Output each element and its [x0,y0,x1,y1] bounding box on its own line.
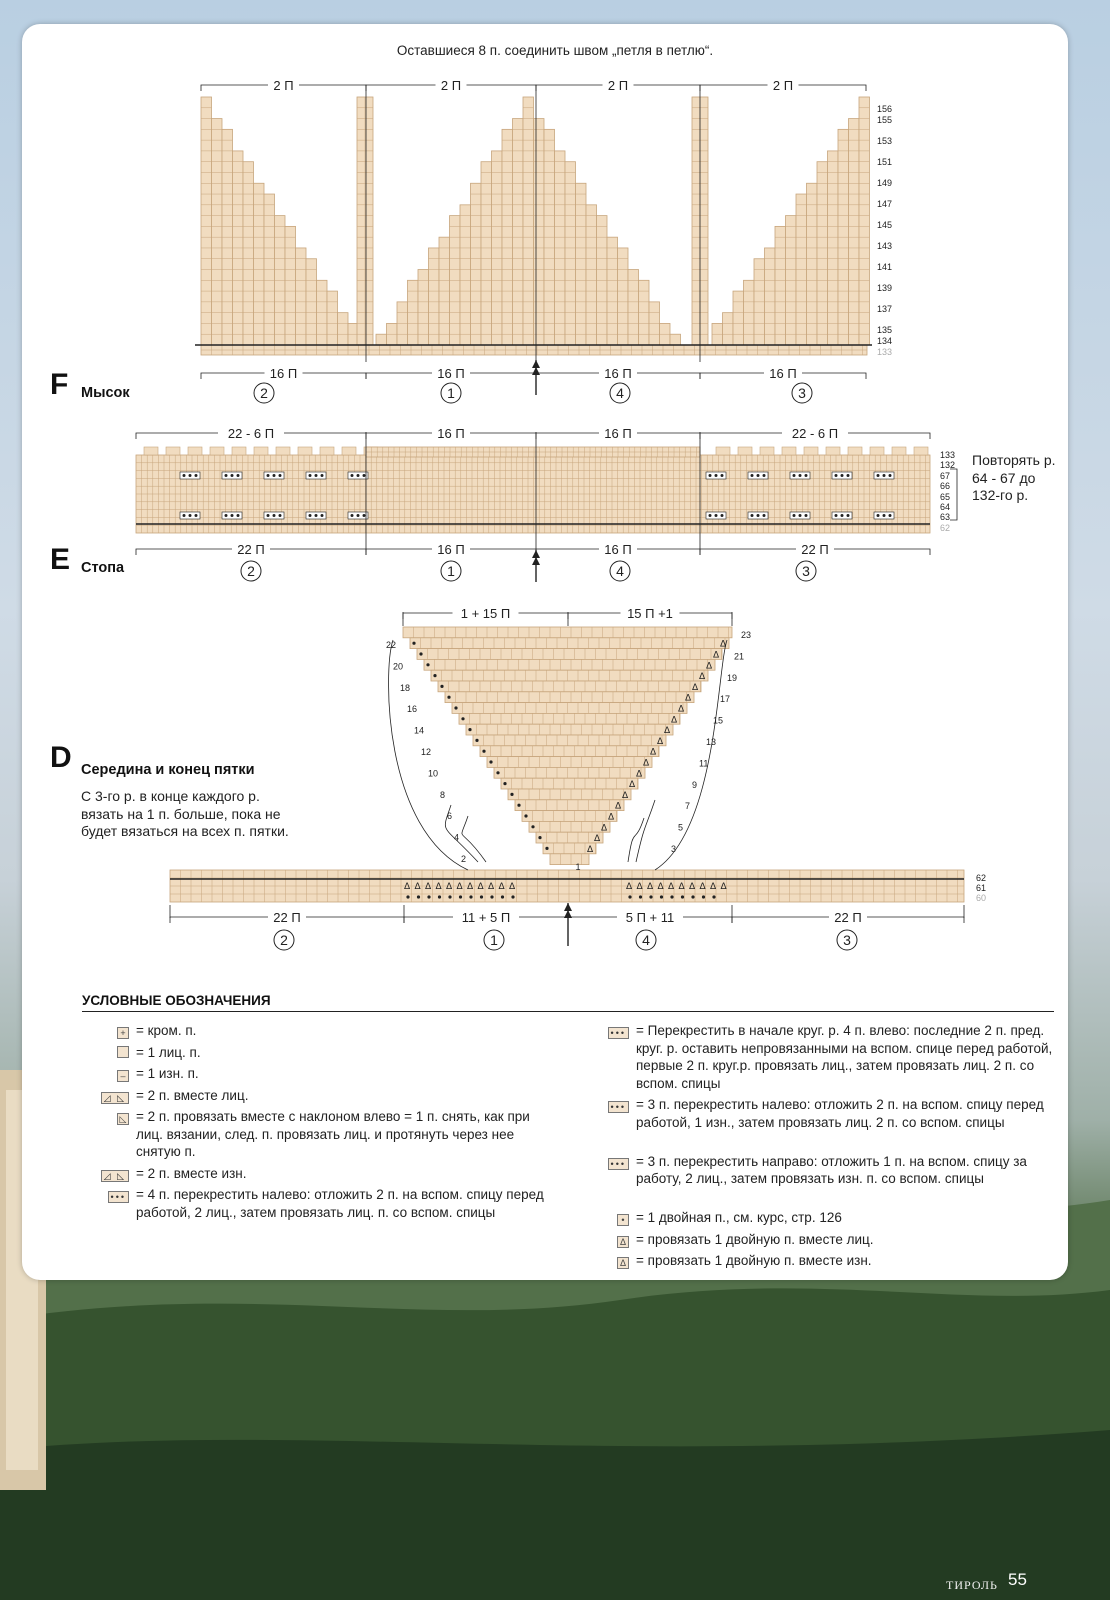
foot-needle-3: 3 [802,563,810,579]
foot-row-65: 65 [940,492,951,502]
toe-needle-1: 1 [447,385,455,401]
heel-bottom-label-1: 11 + 5 П [461,910,511,925]
intro-instruction: Оставшиеся 8 п. соединить швом „петля в петлю“. [396,43,714,58]
foot-row-133: 133 [940,450,956,460]
legend-left-item-2 [82,1065,552,1083]
toe-row-147: 147 [877,199,893,209]
heel-chart [170,612,964,918]
foot-row-66: 66 [940,481,951,491]
foot-row-64: 64 [940,502,951,512]
heel-center-arrow [564,903,572,946]
foot-needle-4: 4 [616,563,624,579]
svg-text:Δ: Δ [509,882,516,892]
heel-row-8: 8 [439,789,445,800]
magazine-brand: ТИРОЛЬ [946,1578,998,1592]
toe-row-139: 139 [877,283,893,293]
toe-row-135: 135 [877,325,893,335]
legend-left-symbol-2: – [82,1065,136,1083]
legend-right-item-2 [578,1153,1054,1188]
legend-right-text-0: = Перекрестить в начале круг. р. 4 п. влево: последние 2 п. пред. круг. р. оставить непровязанными на вспом. спице перед работой, первые 2 п. круг.р. провязать лиц., затем провязать лиц. 2 п. со вспом. спицы [636,1023,1053,1091]
heel-bottom-label-0: 22 П [273,910,301,925]
heel-row-13: 13 [706,737,717,747]
legend-right-text-1: = 3 п. перекрестить налево: отложить 2 п. на вспом. спицу перед работой, 1 изн., затем провязать лиц. 2 п. со вспом. спицы [636,1097,1044,1130]
toe-top-label-1: 2 П [440,78,462,93]
heel-needle-3: 3 [843,932,851,948]
legend-left-text-0: = кром. п. [136,1023,197,1038]
foot-needle-2: 2 [247,563,255,579]
heel-row-10: 10 [427,768,438,779]
heel-needle-1: 1 [490,932,498,948]
toe-row-155: 155 [877,115,893,125]
heel-row-20: 20 [392,661,403,672]
svg-text:Δ: Δ [622,790,629,801]
toe-needle-3: 3 [798,385,806,401]
toe-needle-2: 2 [260,385,268,401]
legend-right-item-5 [578,1252,1054,1270]
foot-top-label-3: 22 - 6 П [791,426,839,441]
legend-left-symbol-0: + [82,1022,136,1040]
legend-left-text-5: = 2 п. вместе изн. [136,1165,247,1181]
foot-row-67: 67 [940,471,951,481]
svg-text:Δ: Δ [699,882,706,892]
toe-row-156: 156 [877,104,893,114]
toe-row-134: 134 [877,336,893,346]
legend-heading: УСЛОВНЫЕ ОБОЗНАЧЕНИЯ [82,993,1054,1012]
heel-top-label-1: 15 П +1 [627,606,673,621]
section-f-letter: F [50,368,69,401]
heel-row-9: 9 [692,779,698,790]
heel-note: С 3-го р. в конце каждого р. вязать на 1 п. больше, пока не будет вязаться на всех п. пятки. [81,788,289,839]
heel-row-6: 6 [446,811,452,822]
heel-base-row-62: 62 [976,873,987,883]
toe-row-133: 133 [877,347,893,357]
svg-text:Δ: Δ [629,780,636,791]
legend-left-text-1: = 1 лиц. п. [136,1044,201,1060]
svg-text:Δ: Δ [678,882,685,892]
legend-right-text-4: = провязать 1 двойную п. вместе лиц. [636,1231,874,1247]
heel-row-23: 23 [741,630,752,640]
heel-row-15: 15 [713,715,724,726]
svg-text:Δ: Δ [668,882,675,892]
svg-text:Δ: Δ [720,882,727,892]
toe-needle-4: 4 [616,385,624,401]
foot-row-132: 132 [940,460,956,470]
legend-left-item-1 [82,1044,552,1062]
foot-needle-1: 1 [447,563,455,579]
legend-right-symbol-4: Δ [578,1231,636,1249]
toe-row-141: 141 [877,262,893,272]
toe-row-149: 149 [877,178,893,188]
svg-text:Δ: Δ [706,661,713,672]
toe-row-137: 137 [877,304,893,314]
heel-needle-2: 2 [280,932,288,948]
toe-bottom-label-1: 16 П [437,366,465,381]
heel-row-start: 1 [575,862,581,872]
legend-left-text-4: = 2 п. провязать вместе с наклоном влево = 1 п. снять, как при лиц. вязании, след. п. провязать лиц. и протянуть через нее снятую п. [136,1109,530,1159]
svg-text:Δ: Δ [650,747,657,758]
heel-row-21: 21 [734,651,745,662]
svg-text:Δ: Δ [699,672,706,683]
legend-left-text-2: = 1 изн. п. [136,1066,199,1081]
heel-row-17: 17 [720,694,731,705]
legend-left-text-6: = 4 п. перекрестить налево: отложить 2 п. на вспом. спицу перед работой, 2 лиц., затем провязать лиц. п. со вспом. спицы [136,1187,544,1220]
section-d-title: Середина и конец пятки [81,762,255,778]
svg-text:Δ: Δ [477,882,484,892]
toe-bottom-label-2: 16 П [604,366,632,381]
heel-row-14: 14 [413,725,424,736]
legend-right-text-3: = 1 двойная п., см. курс, стр. 126 [636,1210,842,1225]
legend-right-symbol-3: • [578,1209,636,1227]
toe-row-143: 143 [877,241,893,251]
svg-text:Δ: Δ [636,769,643,780]
svg-text:Δ: Δ [404,882,411,892]
legend-left-symbol-6: ••• [82,1186,136,1221]
heel-row-3: 3 [671,844,677,854]
heel-row-2: 2 [460,854,466,864]
foot-top-label-2: 16 П [604,426,632,441]
legend-left-symbol-5: ◿ ◺ [82,1165,136,1183]
svg-text:Δ: Δ [488,882,495,892]
heel-row-5: 5 [678,822,684,833]
section-e-title: Стопа [81,560,125,576]
svg-text:Δ: Δ [664,726,671,737]
foot-top-label-0: 22 - 6 П [227,426,275,441]
toe-row-153: 153 [877,136,893,146]
legend-left-symbol-4: ◺ [82,1108,136,1161]
svg-text:Δ: Δ [456,882,463,892]
svg-text:Δ: Δ [657,882,664,892]
foot-chart [136,432,957,552]
svg-text:Δ: Δ [608,812,615,823]
toe-top-label-3: 2 П [772,78,794,93]
legend-right-item-4 [578,1231,1054,1249]
svg-text:Δ: Δ [657,736,664,747]
toe-bottom-label-0: 16 П [269,366,298,381]
svg-text:Δ: Δ [467,882,474,892]
heel-base-row-61: 61 [976,883,987,893]
toe-top-label-2: 2 П [607,78,629,93]
foot-row-62: 62 [940,523,951,533]
heel-row-11: 11 [699,758,709,769]
section-e-letter: E [50,543,71,576]
toe-row-151: 151 [877,157,893,167]
heel-row-12: 12 [420,747,431,757]
heel-base-row-60: 60 [976,893,987,903]
legend-right-symbol-5: Δ [578,1252,636,1270]
legend-right-symbol-0: ••• [578,1022,636,1092]
svg-text:Δ: Δ [435,882,442,892]
svg-text:Δ: Δ [720,639,727,650]
legend-right-text-2: = 3 п. перекрестить направо: отложить 1 п. на вспом. спицу за работу, 2 лиц., затем провязать изн. п. со вспом. спицы [636,1153,1027,1186]
legend-left-item-3 [82,1087,552,1105]
foot-bottom-label-3: 22 П [801,542,829,557]
svg-text:Δ: Δ [615,801,622,812]
heel-row-7: 7 [685,801,691,812]
svg-text:Δ: Δ [689,882,696,892]
legend-left-symbol-3: ◿ ◺ [82,1087,136,1105]
foot-bottom-label-1: 16 П [437,542,465,557]
foot-top-label-1: 16 П [437,426,465,441]
page-number: 55 [1008,1570,1027,1589]
svg-text:Δ: Δ [692,682,699,693]
heel-row-16: 16 [406,704,417,715]
heel-row-22: 22 [385,640,396,650]
heel-needle-4: 4 [642,932,650,948]
legend-left-item-4 [82,1108,552,1161]
toe-bottom-label-3: 16 П [769,366,797,381]
svg-text:Δ: Δ [685,693,692,704]
legend-left-item-5 [82,1165,552,1183]
legend-right-item-3 [578,1209,1054,1227]
svg-text:Δ: Δ [671,715,678,726]
svg-text:Δ: Δ [601,823,608,834]
toe-row-145: 145 [877,220,893,230]
legend-right-text-5: = провязать 1 двойную п. вместе изн. [636,1253,872,1268]
svg-text:Δ: Δ [710,882,717,892]
foot-bottom-label-2: 16 П [604,542,632,557]
legend-left-item-6 [82,1186,552,1221]
svg-text:Δ: Δ [626,882,633,892]
svg-text:Δ: Δ [643,758,650,769]
heel-row-18: 18 [399,682,410,693]
foot-bottom-label-0: 22 П [237,542,265,557]
toe-chart [195,85,872,362]
legend-left-symbol-1 [82,1044,136,1062]
legend-right-symbol-1: ••• [578,1096,636,1131]
legend-left-item-0 [82,1022,552,1040]
section-f-title: Мысок [81,385,130,401]
heel-bottom-label-3: 22 П [834,910,862,925]
legend-left-text-3: = 2 п. вместе лиц. [136,1087,249,1103]
svg-text:Δ: Δ [498,882,505,892]
foot-row-63: 63 [940,512,951,522]
svg-text:Δ: Δ [647,882,654,892]
section-d-letter: D [50,741,72,774]
heel-row-4: 4 [453,832,459,843]
legend-right-item-0 [578,1022,1054,1092]
heel-top-label-0: 1 + 15 П [460,606,511,621]
heel-bottom-label-2: 5 П + 11 [625,910,675,925]
legend-right-symbol-2: ••• [578,1153,636,1188]
toe-top-label-0: 2 П [273,78,294,93]
svg-text:Δ: Δ [678,704,685,715]
legend-right-item-1 [578,1096,1054,1131]
heel-row-19: 19 [727,672,738,683]
repeat-note: Повторять р. 64 - 67 до 132-го р. [972,452,1056,503]
svg-text:Δ: Δ [594,834,601,845]
svg-text:Δ: Δ [425,882,432,892]
svg-text:Δ: Δ [446,882,453,892]
svg-text:Δ: Δ [713,650,720,661]
svg-text:Δ: Δ [414,882,421,892]
svg-text:Δ: Δ [636,882,643,892]
svg-text:Δ: Δ [587,844,594,855]
